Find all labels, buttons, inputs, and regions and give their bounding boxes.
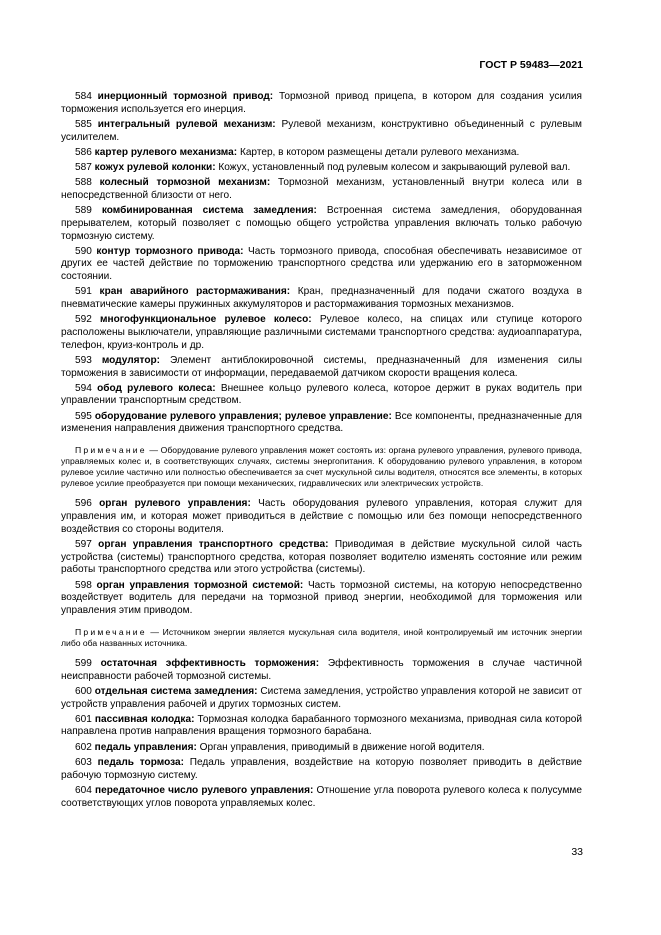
term-number: 588 <box>75 177 92 189</box>
term-entry <box>61 539 582 577</box>
term-definition: Рулевой механизм, конструктивно объединенный с рулевым усилителем. <box>61 118 582 143</box>
term-entry <box>61 286 582 311</box>
term-number: 592 <box>75 314 92 326</box>
term-number: 591 <box>75 286 92 298</box>
term-name: модулятор: <box>101 354 161 366</box>
term-name: орган рулевого управления: <box>99 498 251 510</box>
term-number: 603 <box>75 756 92 768</box>
term-definition: Часть тормозного привода, способная обеспечивать независимое от других ее частей действие по торможению транспортного средства или удержанию его в заторможенном состоянии. <box>61 245 582 283</box>
term-name: интегральный рулевой механизм: <box>97 118 276 130</box>
term-entry <box>61 714 582 739</box>
term-number: 600 <box>75 685 92 697</box>
term-name: педаль тормоза: <box>97 756 184 768</box>
term-entry <box>61 246 582 284</box>
term-definition: Педаль управления, воздействие на которую позволяет приводить в действие рабочую тормозную систему. <box>61 756 582 781</box>
note-text: — Оборудование рулевого управления может состоять из: органа рулевого управления, рулевого привода, управляемых колес и, в соответствующих случаях, системы энергопитания. К оборудованию рулевого управления, в котором рулевое усилие частично или полностью обеспечивается за счет мускульной силы водителя, относятся все элементы, в которых рулевое усилие преобразуется при помощи механических, гидравлических или электрических устройств. <box>61 445 582 489</box>
term-definition: Элемент антиблокировочной системы, предназначенный для изменения силы торможения в зависимости от информации, передаваемой датчиком скорости вращения колеса. <box>61 354 582 379</box>
term-entry <box>61 686 582 711</box>
term-name: обод рулевого колеса: <box>97 382 216 394</box>
term-entry <box>61 205 582 243</box>
term-entry <box>61 785 582 810</box>
term-name: инерционный тормозной привод: <box>97 91 274 102</box>
term-entry <box>61 355 582 380</box>
term-definition: Все компоненты, предназначенные для изменения направления движения транспортного средства. <box>61 410 582 435</box>
term-number: 599 <box>75 657 92 669</box>
entry-group-c <box>61 658 582 810</box>
term-definition: Тормозная колодка барабанного тормозного механизма, приводная сила которой направлена против направления вращения тормозного барабана. <box>61 713 582 738</box>
term-number: 598 <box>75 579 92 591</box>
term-number: 584 <box>75 91 92 102</box>
standard-header: ГОСТ Р 59483—2021 <box>479 59 583 71</box>
term-definition: Эффективность торможения в случае частичной неисправности рабочей тормозной системы. <box>61 657 582 682</box>
term-number: 604 <box>75 784 92 796</box>
term-entry <box>61 498 582 536</box>
note-label: Примечание <box>75 626 147 637</box>
term-entry <box>61 580 582 618</box>
entry-group-b <box>61 498 582 617</box>
term-definition: Система замедления, устройство управления которой не зависит от устройств управления рабочей и других тормозных систем. <box>61 685 583 710</box>
term-name: оборудование рулевого управления; рулевое управление: <box>94 410 392 422</box>
term-name: пассивная колодка: <box>94 713 195 725</box>
term-number: 597 <box>75 539 92 551</box>
term-number: 590 <box>75 245 92 257</box>
term-entry <box>61 658 582 683</box>
term-name: колесный тормозной механизм: <box>99 177 271 189</box>
term-definition: Приводимая в действие мускульной силой часть устройства (системы) транспортного средства, которая позволяет водителю изменять состояние или режим работы транспортного средства или этого устройства (системы). <box>61 539 583 576</box>
term-definition: Часть оборудования рулевого управления, которая служит для управления им, и которая может приводиться в действие с помощью или без помощи непосредственного воздействия со стороны водителя. <box>61 498 582 535</box>
page-number: 33 <box>571 846 583 858</box>
term-entry <box>61 383 582 408</box>
term-name: кожух рулевой колонки: <box>94 162 216 174</box>
term-definition: Картер, в котором размещены детали рулевого механизма. <box>239 146 520 158</box>
term-entry <box>61 314 582 352</box>
document-body <box>61 91 582 813</box>
term-number: 595 <box>75 410 92 422</box>
term-name: передаточное число рулевого управления: <box>94 784 314 796</box>
term-name: комбинированная система замедления: <box>101 205 317 217</box>
term-number: 602 <box>75 741 92 753</box>
term-number: 587 <box>75 162 92 174</box>
term-definition: Рулевое колесо, на спицах или ступице которого расположены выключатели, управляющие различными системами транспортного средства: аудиоаппаратура, телефон, круиз-контроль и др. <box>61 314 583 351</box>
term-number: 586 <box>75 146 92 158</box>
term-number: 601 <box>75 713 92 725</box>
term-entry <box>61 757 582 782</box>
term-number: 596 <box>75 498 92 510</box>
entry-group-a <box>61 91 582 436</box>
term-name: остаточная эффективность торможения: <box>100 657 320 669</box>
term-name: орган управления транспортного средства: <box>98 539 329 551</box>
term-entry <box>61 177 582 202</box>
term-name: многофункциональное рулевое колесо: <box>100 314 312 326</box>
term-definition: Тормозной привод прицепа, в котором для создания усилия торможения используется его инерция. <box>61 91 583 115</box>
term-number: 589 <box>75 205 92 217</box>
term-entry <box>61 147 582 160</box>
term-name: контур тормозного привода: <box>96 245 244 257</box>
term-entry <box>61 119 582 144</box>
term-name: отдельная система замедления: <box>94 685 258 697</box>
term-name: кран аварийного растормаживания: <box>99 286 291 298</box>
term-definition: Орган управления, приводимый в движение ногой водителя. <box>199 741 485 753</box>
note-label: Примечание <box>75 445 147 456</box>
term-number: 594 <box>75 382 92 394</box>
term-entry <box>61 162 582 175</box>
term-name: педаль управления: <box>94 741 197 753</box>
note-steering-equipment <box>61 445 582 489</box>
term-name: картер рулевого механизма: <box>94 146 238 158</box>
note-energy-source <box>61 627 582 649</box>
term-definition: Кран, предназначенный для подачи сжатого воздуха в пневматические камеры пружинных аккумуляторов и растормаживания тормозных механизмов. <box>61 286 582 311</box>
term-definition: Отношение угла поворота рулевого колеса к полусумме соответствующих углов поворота управляемых колес. <box>61 784 582 809</box>
term-entry <box>61 411 582 436</box>
term-number: 593 <box>75 354 92 366</box>
term-definition: Внешнее кольцо рулевого колеса, которое держит в руках водитель при управлении транспортным средством. <box>61 382 582 407</box>
term-definition: Кожух, установленный под рулевым колесом и закрывающий рулевой вал. <box>218 162 571 174</box>
note-text: — Источником энергии является мускульная сила водителя, иной контролируемый им источник энергии либо оба названных источника. <box>61 626 582 648</box>
term-definition: Встроенная система замедления, оборудованная прерывателем, который позволяет с помощью общего устройства управления включать только рабочую тормозную систему. <box>61 205 583 242</box>
term-entry <box>61 91 582 116</box>
term-number: 585 <box>75 118 92 130</box>
term-entry <box>61 742 582 755</box>
term-name: орган управления тормозной системой: <box>96 579 304 591</box>
term-definition: Часть тормозной системы, на которую непосредственно воздействует водитель для передачи на тормозной привод энергии, необходимой для торможения или управления этим приводом. <box>61 579 582 617</box>
term-definition: Тормозной механизм, установленный внутри колеса или в непосредственной близости от него. <box>61 177 583 201</box>
